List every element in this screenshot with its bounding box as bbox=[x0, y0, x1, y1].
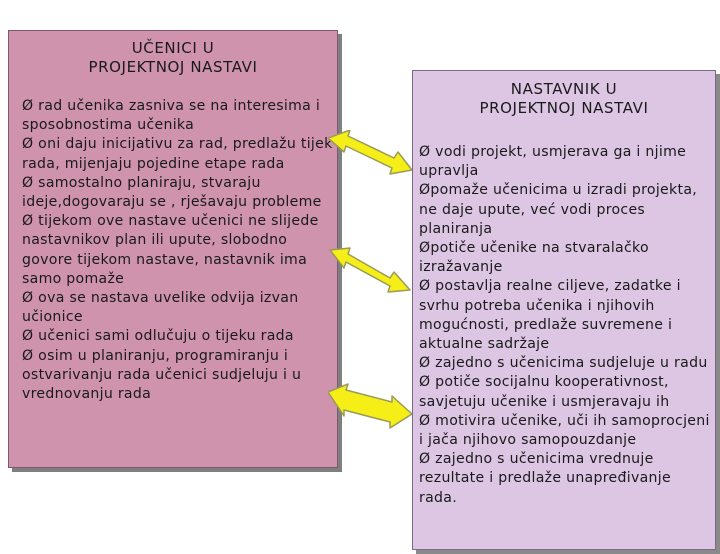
students-box-title bbox=[9, 39, 337, 77]
teacher-title-line1: NASTAVNIK U bbox=[510, 80, 618, 98]
double-arrow-icon bbox=[330, 248, 410, 292]
teacher-box-title bbox=[413, 80, 715, 118]
teacher-list-item: Øpotiče učenike na stvaralačko izražavanje bbox=[419, 240, 649, 276]
double-arrow-icon bbox=[328, 130, 412, 174]
teacher-list-item: Ø vodi projekt, usmjerava ga i njime upravlja bbox=[419, 144, 687, 180]
teacher-box bbox=[412, 70, 716, 550]
teacher-list-item: Øpomaže učenicima u izradi projekta, ne daje upute, već vodi proces planiranja bbox=[419, 182, 698, 237]
students-title-line2: PROJEKTNOJ NASTAVI bbox=[88, 58, 258, 76]
students-list-item: Ø ova se nastava uvelike odvija izvan učionice bbox=[22, 290, 299, 326]
teacher-list bbox=[419, 143, 713, 508]
teacher-list-item: Ø zajedno s učenicima sudjeluje u radu bbox=[419, 355, 708, 372]
students-list-item: Ø učenici sami odlučuju o tijeku rada bbox=[22, 328, 294, 345]
teacher-list-item: Ø postavlja realne ciljeve, zadatke i svrhu potreba učenika i njihovih mogućnosti, predlaže suvremene i aktualne sadržaje bbox=[419, 278, 681, 353]
students-list-item: Ø samostalno planiraju, stvaraju ideje,dogovaraju se , rješavaju probleme bbox=[22, 174, 322, 211]
students-list-item: Ø tijekom ove nastave učenici ne slijede nastavnikov plan ili upute, slobodno govore tijekom nastave, nastavnik ima samo pomaže bbox=[22, 213, 319, 287]
teacher-title-line2: PROJEKTNOJ NASTAVI bbox=[479, 99, 649, 117]
teacher-list-item: Ø zajedno s učenicima vrednuje rezultate i predlaže unapređivanje rada. bbox=[419, 451, 671, 506]
students-box bbox=[8, 30, 338, 468]
double-arrows-group bbox=[328, 130, 414, 440]
teacher-list-item: Ø motivira učenike, uči ih samoprocjeni i jača njihovo samopouzdanje bbox=[419, 412, 710, 449]
students-title-line1: UČENICI U bbox=[131, 39, 215, 57]
students-list-item: Ø oni daju inicijativu za rad, predlažu tijek rada, mijenjaju pojedine etape rada bbox=[22, 136, 333, 172]
students-list-item: Ø osim u planiranju, programiranju i ostvarivanju rada učenici sudjeluju i u vrednovanju rada bbox=[22, 347, 302, 403]
students-list-item: Ø rad učenika zasniva se na interesima i sposobnostima učenika bbox=[22, 98, 321, 134]
teacher-list-item: Ø potiče socijalnu kooperativnost, savjetuju učenike i usmjeravaju ih bbox=[419, 374, 670, 410]
double-arrow-icon bbox=[328, 384, 412, 428]
students-list bbox=[22, 97, 337, 404]
